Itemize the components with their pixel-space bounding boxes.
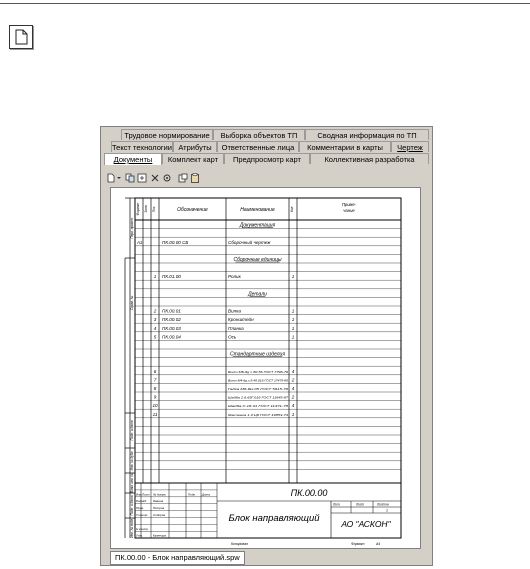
side-label: Подп. и дата: [130, 420, 134, 441]
tab-tp-objects[interactable]: Выборка объектов ТП: [213, 129, 305, 140]
specification-sheet: [111, 188, 420, 548]
row-designation: ПК.00.04: [162, 334, 181, 340]
row-pos: 3: [153, 317, 157, 323]
col-header-note-2: чание: [343, 208, 355, 213]
row-qty: 2: [291, 377, 295, 383]
stamp-label-list: Лист: [142, 492, 150, 497]
stamp-label-ndokum: № докум.: [153, 492, 167, 497]
col-header-note: Приме-: [341, 202, 357, 207]
row-pos: 9: [153, 394, 157, 400]
tab-responsible[interactable]: Ответственные лица: [217, 141, 299, 152]
document-icon[interactable]: [9, 25, 33, 49]
row-qty: 4: [291, 403, 295, 409]
stamp-name: Иванов: [153, 499, 164, 504]
tab-attributes[interactable]: Атрибуты: [173, 141, 217, 152]
stamp-label-izm: Изм.: [136, 492, 143, 497]
document-view[interactable]: [110, 187, 421, 549]
properties-icon[interactable]: [137, 173, 147, 183]
row-name: Шайба С.16.31 ГОСТ 11371-78: [228, 404, 289, 409]
tab-collab-dev[interactable]: Коллективная разработка: [310, 153, 429, 164]
row-qty: 1: [291, 274, 295, 280]
tab-tech-text[interactable]: Текст технологии: [112, 143, 172, 152]
row-name: Масленка 1.3.Ц6 ГОСТ 19853-74: [228, 412, 289, 417]
dropdown-icon[interactable]: [116, 173, 122, 183]
col-header-designation: Обозначение: [177, 207, 208, 213]
section-heading: Сборочные единицы: [233, 257, 282, 263]
stamp-role-label: Н.контр.: [136, 526, 149, 531]
col-header-qty: Кол.: [290, 205, 294, 213]
row-pos: 8: [153, 386, 157, 391]
stamp-role-label: Т.контр.: [136, 513, 149, 517]
stamp-name: Петров: [153, 506, 165, 511]
delete-icon[interactable]: [150, 173, 160, 183]
col-header-zone: Зона: [144, 205, 148, 213]
stamp-name: Сидоров: [153, 513, 166, 517]
sheet-frame: [135, 198, 401, 538]
tab-documents[interactable]: Документы: [104, 153, 162, 165]
row-pos: 6: [153, 368, 157, 374]
row-pos: 7: [153, 377, 157, 383]
section-heading: Документация: [239, 222, 276, 229]
tab-labor-norming[interactable]: Трудовое нормирование: [121, 129, 213, 140]
tab-card-comments[interactable]: Комментарии в карты: [299, 141, 391, 152]
stamp-format-value: А4: [376, 542, 381, 546]
row-name: Ось: [228, 334, 237, 340]
row-name: Гайка М6-6Н.05 ГОСТ 5915-70: [228, 387, 289, 391]
section-heading: Детали: [248, 291, 267, 298]
paste-icon[interactable]: [178, 173, 188, 183]
row-name: Кронштейн: [228, 317, 254, 323]
row-qty: 1: [291, 334, 295, 340]
side-label: Инв. № подл.: [130, 518, 134, 538]
row-name: Болт М6-6g x 80.56 ГОСТ 7796-70: [228, 369, 289, 374]
application-panel: [100, 126, 433, 566]
side-label: Подп. и дата: [130, 495, 134, 516]
row-pos: 1: [153, 274, 157, 280]
row-designation: ПК.01.00: [162, 274, 181, 280]
stamp-name: Кузнецов: [153, 533, 166, 538]
stamp-role-label: Разраб.: [136, 499, 147, 504]
row-qty: 1: [291, 317, 295, 323]
row-name: Ролик: [228, 274, 241, 280]
row-name: Сборочный чертеж: [228, 239, 271, 245]
row-designation: ПК.00.03: [162, 325, 181, 331]
stamp-label-format: Формат: [351, 542, 365, 546]
document-tab-label: ПК.00.00 - Блок направляющий.spw: [115, 553, 240, 562]
tab-tp-summary[interactable]: Сводная информация по ТП: [305, 129, 429, 140]
col-header-name: Наименование: [240, 207, 275, 213]
row-qty: 2: [291, 394, 295, 400]
stamp-sheet-number: 1: [386, 508, 388, 513]
row-name: Вилка: [228, 308, 241, 314]
clipboard-icon[interactable]: [190, 173, 200, 183]
row-name: Планка: [228, 325, 244, 331]
col-header-format: Формат: [136, 202, 140, 216]
document-tab[interactable]: [110, 551, 245, 565]
row-qty: 4: [291, 386, 295, 391]
stamp-code: ПК.00.00: [290, 488, 328, 498]
section-heading: Стандартные изделия: [229, 351, 286, 358]
col-header-pos: Поз.: [152, 205, 156, 213]
row-qty: 1: [291, 325, 295, 331]
row-pos: 2: [153, 308, 157, 314]
settings-icon[interactable]: [162, 173, 172, 183]
side-label: Инв. № дубл.: [130, 450, 134, 471]
tab-drawing[interactable]: Чертеж: [391, 141, 429, 152]
stamp-label-data: Дата: [202, 492, 210, 497]
row-designation: ПК.00.02: [162, 317, 181, 323]
row-designation: ПК.00.01: [162, 308, 181, 314]
stamp-label-podp: Подп.: [188, 492, 196, 497]
stamp-company: АО "АСКОН": [341, 519, 391, 529]
row-qty: 1: [291, 308, 295, 314]
row-name: Шайба 2.6.65Г.016 ГОСТ 11645-87: [228, 395, 289, 400]
stamp-label-copy: Копировал: [231, 542, 248, 546]
tab-card-preview[interactable]: Предпросмотр карт: [224, 153, 310, 164]
row-qty: 1: [291, 411, 295, 417]
row-name: Винт М4-6g x 8.48.016 ГОСТ 17475-80: [228, 378, 289, 383]
side-label: Перв. примен.: [130, 217, 134, 239]
row-format: А1: [137, 239, 143, 245]
row-pos: 10: [152, 403, 158, 409]
row-pos: 4: [153, 325, 157, 331]
tab-card-set[interactable]: Комплект карт: [162, 153, 224, 164]
row-pos: 11: [152, 411, 158, 417]
copy-icon[interactable]: [125, 173, 135, 183]
new-doc-icon[interactable]: [106, 173, 116, 183]
top-divider: [0, 3, 530, 4]
stamp-label-sheet: Лист: [356, 502, 365, 507]
row-qty: 4: [291, 368, 295, 374]
stamp-role-label: Пров.: [136, 506, 144, 511]
stamp-label-sheets: Листов: [377, 502, 389, 507]
row-pos: 5: [153, 334, 157, 340]
stamp-label-lit: Лит.: [333, 502, 341, 507]
row-designation: ПК.00.00 СБ: [162, 239, 189, 245]
tab-row-3: [101, 153, 432, 164]
side-label: Взам. инв. №: [130, 473, 134, 493]
tab-row-1: [101, 129, 432, 140]
tab-row-2: [101, 141, 432, 152]
stamp-role-label: Утв.: [136, 533, 143, 538]
side-label: Справ. №: [130, 295, 134, 311]
stamp-title: Блок направляющий: [228, 513, 320, 524]
